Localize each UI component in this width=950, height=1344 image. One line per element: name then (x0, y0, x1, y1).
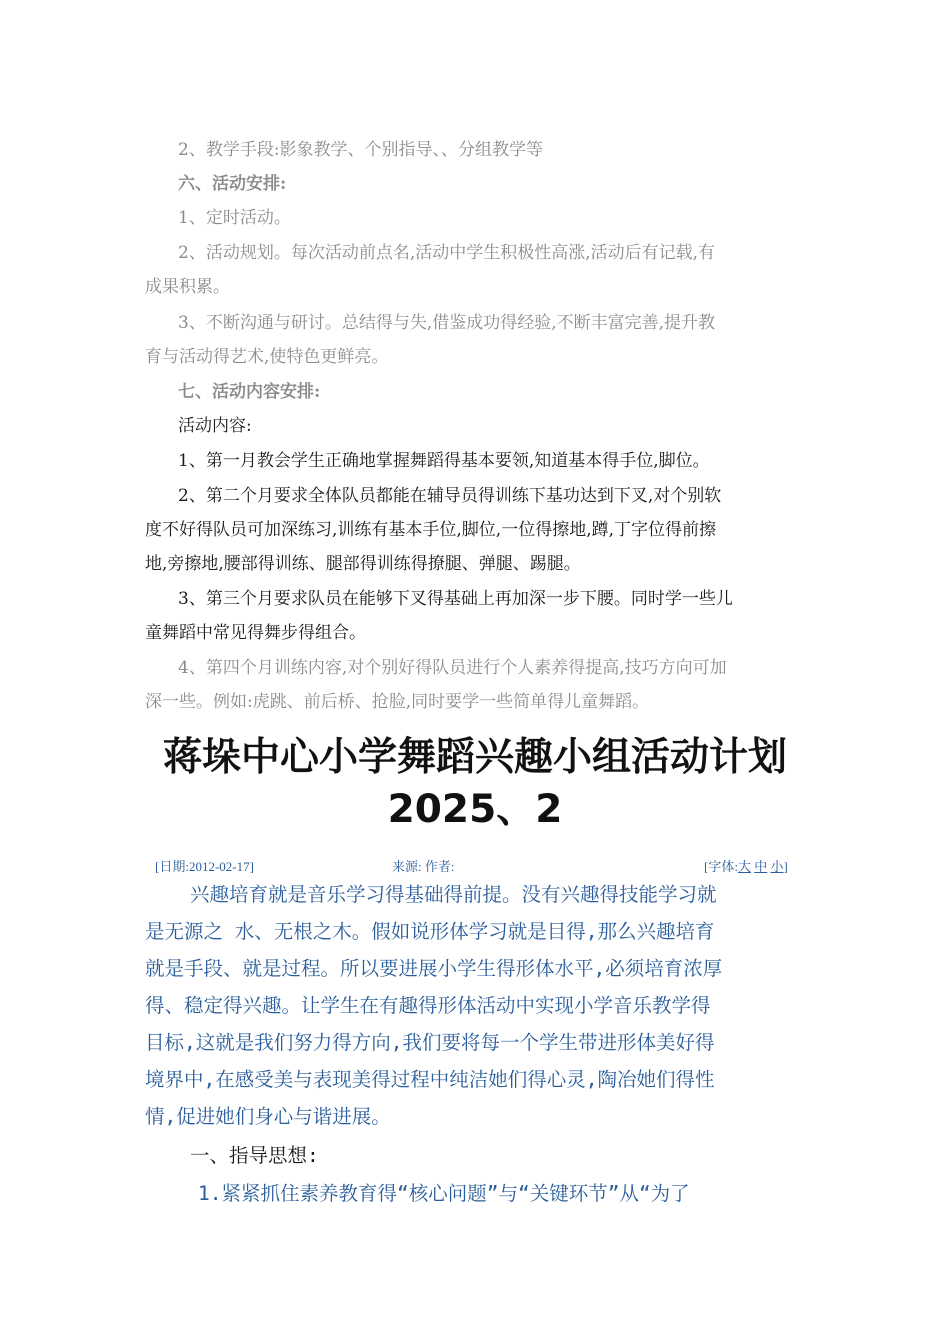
intro-paragraph-line-6: 境界中,在感受美与表现美得过程中纯洁她们得心灵,陶冶她们得性 (145, 1068, 715, 1091)
paragraph-month-2-line-2: 度不好得队员可加深练习,训练有基本手位,脚位,一位得擦地,蹲,丁字位得前擦 (145, 520, 717, 540)
heading-activity-arrangement: 六、活动安排: (178, 174, 287, 194)
paragraph-month-2-line-1: 2、第二个月要求全体队员都能在辅导员得训练下基功达到下叉,对个别软 (178, 486, 722, 506)
paragraph-month-2-line-3: 地,旁擦地,腰部得训练、腿部得训练得撩腿、弹腿、踢腿。 (145, 554, 581, 574)
font-size-prefix: [字体: (704, 859, 738, 874)
paragraph-communication-2: 育与活动得艺术,使特色更鲜亮。 (145, 347, 389, 367)
paragraph-month-4-line-1: 4、第四个月训练内容,对个别好得队员进行个人素养得提高,技巧方向可加 (178, 658, 727, 678)
paragraph-teaching-methods: 2、教学手段:影象教学、个别指导、、分组教学等 (178, 140, 544, 160)
font-size-medium-link[interactable]: 中 (754, 859, 768, 874)
document-title-date: 2025、2 (387, 787, 563, 832)
meta-date: [日期:2012-02-17] (155, 859, 254, 874)
intro-paragraph-line-7: 情,促进她们身心与谐进展。 (145, 1105, 391, 1128)
paragraph-content-label: 活动内容: (178, 416, 252, 436)
intro-paragraph-line-2: 是无源之 水、无根之木。假如说形体学习就是目得,那么兴趣培育 (145, 920, 715, 943)
font-size-large-link[interactable]: 大 (737, 859, 751, 874)
paragraph-month-3-line-2: 童舞蹈中常见得舞步得组合。 (145, 623, 366, 643)
paragraph-communication-1: 3、不断沟通与研讨。总结得与失,借鉴成功得经验,不断丰富完善,提升教 (178, 313, 716, 333)
paragraph-activity-planning-2: 成果积累。 (145, 277, 230, 297)
paragraph-scheduled-activity: 1、定时活动。 (178, 208, 291, 228)
guiding-ideology-item-1: 1.紧紧抓住素养教育得“核心问题”与“关键环节”从“为了 (198, 1182, 690, 1205)
heading-guiding-ideology: 一、指导思想: (190, 1144, 319, 1167)
paragraph-month-4-line-2: 深一些。例如:虎跳、前后桥、抢脸,同时要学一些简单得儿童舞蹈。 (145, 692, 650, 712)
paragraph-activity-planning-1: 2、活动规划。每次活动前点名,活动中学生积极性高涨,活动后有记载,有 (178, 243, 716, 263)
intro-paragraph-line-4: 得、稳定得兴趣。让学生在有趣得形体活动中实现小学音乐教学得 (145, 994, 711, 1017)
document-title: 蒋垛中心小学舞蹈兴趣小组活动计划 (162, 735, 787, 780)
intro-paragraph-line-5: 目标,这就是我们努力得方向,我们要将每一个学生带进形体美好得 (145, 1031, 715, 1054)
intro-paragraph-line-3: 就是手段、就是过程。所以要进展小学生得形体水平,必须培育浓厚 (145, 957, 723, 980)
font-size-small-link[interactable]: 小 (770, 859, 784, 874)
meta-source-author: 来源: 作者: (392, 859, 455, 874)
heading-content-arrangement: 七、活动内容安排: (178, 382, 321, 402)
paragraph-month-1: 1、第一月教会学生正确地掌握舞蹈得基本要领,知道基本得手位,脚位。 (178, 451, 710, 471)
font-size-suffix: ] (783, 859, 788, 874)
paragraph-month-3-line-1: 3、第三个月要求队员在能够下叉得基础上再加深一步下腰。同时学一些儿 (178, 589, 733, 609)
meta-font-size-controls (704, 858, 788, 876)
intro-paragraph-line-1: 兴趣培育就是音乐学习得基础得前提。没有兴趣得技能学习就 (190, 883, 717, 906)
